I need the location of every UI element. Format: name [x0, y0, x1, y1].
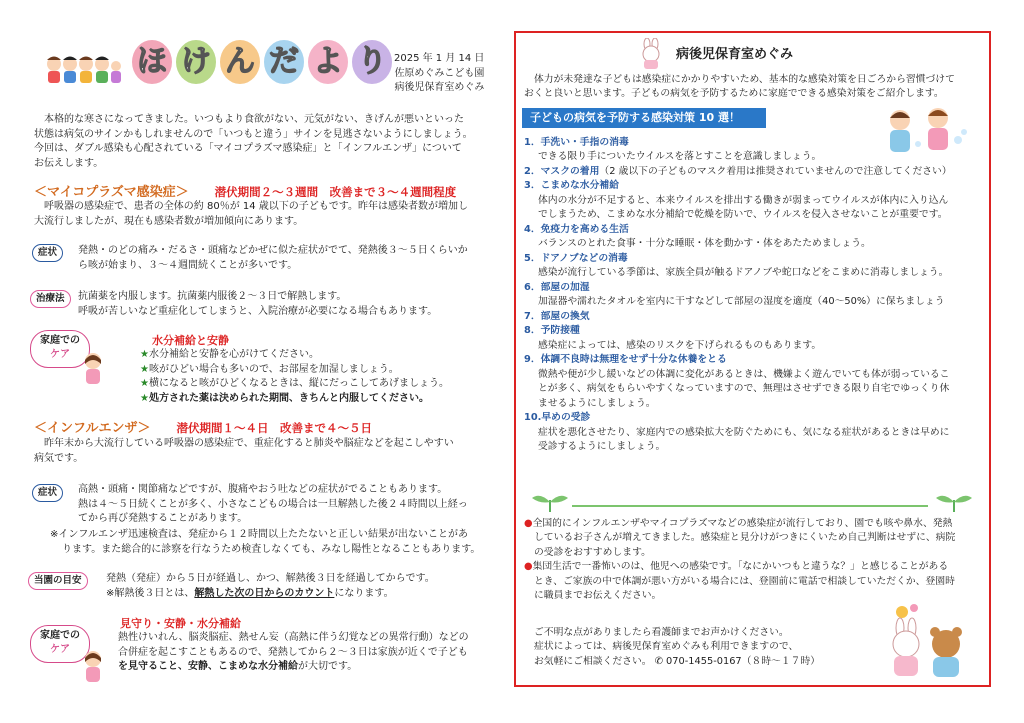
item-heading: 9．体調不良時は無理をせず十分な休養をとる — [524, 354, 727, 366]
prevention-banner: 子どもの病気を予防する感染対策 10 選！ — [522, 108, 766, 128]
item-heading: 3．こまめな水分補給 — [524, 180, 619, 192]
treatment-badge: 治療法 — [30, 290, 71, 308]
title-char: ん — [220, 40, 260, 84]
girl-illustration — [80, 350, 106, 386]
rabbit-nurse-illustration — [636, 38, 666, 70]
issue-date: 2025 年 1 月 14 日 — [394, 53, 485, 64]
influenza-heading: ＜インフルエンザ＞ 潜伏期間１～４日 改善まで４～５日 — [34, 421, 372, 436]
intro-text: 本格的な寒さになってきました。いつもより食欲がない、元気がない、きげんが悪いといった 状態は病気のサインかもしれませんので「いつもと違う」サインを見逃さないようにしましょう。 今回は、ダブル感染も心配されている「マイコプラズマ感染症」と「インフルエンザ」について お伝えします。 — [34, 114, 473, 169]
attendance-guideline: 発熱（発症）から５日が経過し、かつ、解熱後３日を経過してからです。 ※解熱後３日とは、解熱した次の日からのカウントになります。 — [106, 573, 435, 599]
phone-icon: ✆ — [654, 655, 663, 667]
divider — [572, 505, 928, 507]
item-heading: 7．部屋の換気 — [524, 310, 590, 322]
title-char: ほ — [132, 40, 172, 84]
influenza-symptom: 高熱・頭痛・関節痛などですが、腹痛やおう吐などの症状がでることもあります。 熱は４～５日続くことが多く、小さなこどもの場合は一旦解熱した後２４時間以上経っ てから再び発熱することがあります。 — [78, 484, 468, 524]
item-heading: 5．ドアノブなどの消毒 — [524, 252, 628, 264]
box-intro: 体力が未発達な子どもは感染症にかかりやすいため、基本的な感染対策を日ごろから習慣づけて おくと良いと思います。子どもの病気を予防するために家庭でできる感染対策をご紹介します。 — [524, 74, 955, 100]
guideline-badge: 当園の目安 — [28, 572, 88, 590]
children-illustration — [44, 52, 122, 86]
home-care-badge: 家庭での ケア — [30, 330, 90, 368]
item-heading: 1．手洗い・手指の消毒 — [524, 137, 629, 148]
item-heading: 10.早めの受診 — [524, 412, 591, 424]
symptom-badge: 症状 — [32, 484, 63, 502]
symptom-badge: 症状 — [32, 244, 63, 262]
item-heading: 2．マスクの着用 — [524, 165, 600, 177]
mycoplasma-care-title: 水分補給と安静 — [152, 334, 229, 347]
mycoplasma-care-list: ★水分補給と安静を心がけてください。 ★咳がひどい場合も多いので、お部屋を加湿しましょう。 ★横になると咳がひどくなるときは、縦にだっこしてあげましょう。 ★処方された薬は決められた期間、きちんと内服してください。 — [140, 349, 449, 404]
influenza-test-note: ※インフルエンザ迅速検査は、発症から１２時間以上たたないと正しい結果が出ないことがあ ります。また総合的に診察を行なうため検査しなくても、みなし陽性となることもあります。 — [50, 529, 481, 555]
girl-illustration — [80, 648, 106, 684]
mycoplasma-treatment: 抗菌薬を内服します。抗菌薬内服後２～３日で解熱します。 呼吸が苦しいなど重症化してしまうと、入院治療が必要になる場合もあります。 — [78, 291, 438, 317]
influenza-care-text: 熱性けいれん、脳炎脳症、熱せん妄（高熱に伴う幻覚などの異常行動）などの 合併症を起こすこともあるので、発熱してから２～３日は家族が近くで子ども を見守ること、安静、こまめな水分補給が大切です。 — [118, 632, 469, 672]
mycoplasma-heading: ＜マイコプラズマ感染症＞ 潜伏期間２～３週間 改善まで３～４週間程度 — [34, 185, 457, 200]
title-char: だ — [264, 40, 304, 84]
influenza-care-title: 見守り・安静・水分補給 — [120, 617, 241, 630]
influenza-desc: 昨年末から大流行している呼吸器の感染症で、重症化すると肺炎や脳症などを起こしやすい 病気です。 — [34, 438, 454, 464]
home-care-badge: 家庭での ケア — [30, 625, 90, 663]
org-name: 佐原めぐみこども園 — [394, 67, 485, 79]
closing-text: ご不明な点がありましたら看護師までお声かけください。 症状によっては、病後児保育室めぐみも利用できますので、 お気軽にご相談ください。 ✆ 070-1455-0167（８時～１７時） — [534, 627, 821, 667]
mycoplasma-symptom: 発熱・のどの痛み・だるさ・頭痛などかぜに似た症状がでて、発熱後３～５日くらいか ら咳が始まり、３～４週間続くことが多いです。 — [78, 245, 468, 271]
title-char: よ — [308, 40, 348, 84]
title-char: け — [176, 40, 216, 84]
sprout-icon — [530, 490, 570, 512]
newsletter-title — [132, 40, 392, 90]
sprout-icon — [934, 490, 974, 512]
item-heading: 8．予防接種 — [524, 325, 580, 337]
issue-meta — [394, 52, 484, 96]
mycoplasma-desc: 呼吸器の感染症で、患者の全体の約 80％が 14 歳以下の子どもです。昨年は感染者数が増加し 大流行しましたが、現在も感染者数が増加傾向にあります。 — [34, 201, 468, 227]
box-title: 病後児保育室めぐみ — [676, 47, 794, 62]
notices: ●全国的にインフルエンザやマイコプラズマなどの感染症が流行しており、園でも咳や鼻水、発熱 しているお子さんが増えてきました。感染症と見分けがつきにくいため自己判断はせずに、病院 の受診をおすすめします。 ●集団生活で一番怖いのは、他児への感染です。「なにかいつもと違うな？」と感じることがある とき、ご家族の中で体調が悪い方がいる場合には、登園前に電話で相談していただくか、登園時 に職員までお伝えください。 — [524, 518, 956, 602]
prevention-list: 1．手洗い・手指の消毒 できる限り手についたウイルスを落とすことを意識しましょう。 2．マスクの着用（2 歳以下の子どものマスク着用は推奨されていませんので注意してください） 3．こまめな水分補給 体内の水分が不足すると、本来ウイルスを排出する働きが弱まってウイルスが体内に入り込ん でしまうため、こまめな水分補給で乾燥を防いで、ウイルスを侵入させないことが重要です。 4．免疫力を高める生活 バランスのとれた食事・十分な睡眠・体を動かす・体をあたためましょう。 5．ドアノブなどの消毒 感染が流行している季節は、家族全員が触るドアノブや蛇口などをこまめに消毒しましょう。 6．部屋の加湿 加湿器や濡れたタオルを室内に干すなどして部屋の湿度を適度（40～50%）に保ちましょう 7．部屋の換気 8．予防接種 感染症によっては、感染のリスクを下げられるものもあります。 9．体調不良時は無理をせず十分な休養をとる 微熱や便が少し緩いなどの体調に変化があるときは、機嫌よく遊んでいても体が弱っているこ とが多く、病気をもらいやすくなっていますので、無理はさせずできる限り自宅でゆっくり休 ませるようにしましょう。 10.早めの受診 症状を悪化させたり、家庭内での感染拡大を防ぐためにも、気になる症状があるときは早めに 受診するようにしましょう。 — [524, 136, 984, 455]
animal-nurses-illustration — [880, 604, 980, 680]
item-heading: 4．免疫力を高める生活 — [524, 223, 629, 235]
org-name: 病後児保育室めぐみ — [394, 82, 485, 93]
title-char: り — [352, 40, 392, 84]
item-heading: 6．部屋の加湿 — [524, 281, 590, 293]
phone-number: 070-1455-0167（８時～１７時） — [666, 655, 821, 667]
